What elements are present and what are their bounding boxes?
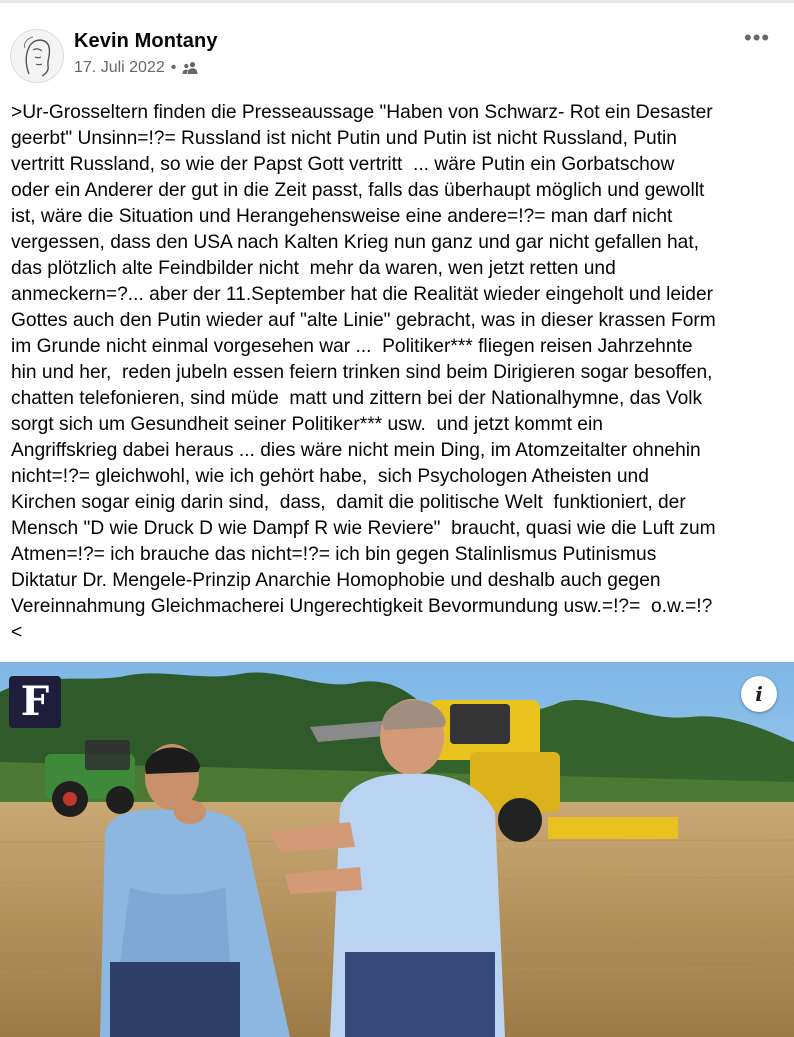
- post-text-line: vertritt Russland, so wie der Papst Gott vertritt ... wäre Putin ein Gorbatschow: [11, 154, 675, 175]
- author-name[interactable]: Kevin Montany: [74, 30, 218, 52]
- post-text-line: chatten telefonieren, sind müde matt und zittern bei der Nationalhymne, das Volk: [11, 388, 703, 409]
- post-text-line: das plötzlich alte Feindbilder nicht mehr da waren, wen jetzt retten und: [11, 258, 616, 279]
- meta-separator: •: [170, 59, 177, 76]
- post-text-line: anmeckern=?... aber der 11.September hat die Realität wieder eingeholt und leider: [11, 284, 714, 305]
- post-text-line: Kirchen sogar einig darin sind, dass, damit die politische Welt funktioniert, der: [11, 492, 686, 513]
- publisher-logo[interactable]: F: [9, 676, 61, 728]
- post-text: [11, 100, 794, 646]
- field-scene-image: [0, 662, 794, 1037]
- friends-icon[interactable]: [182, 61, 198, 75]
- avatar-sketch-icon: [11, 30, 63, 82]
- post-text-line: Mensch "D wie Druck D wie Dampf R wie Reviere" braucht, quasi wie die Luft zum: [11, 518, 716, 539]
- post-text-line: im Grunde nicht einmal vorgesehen war ... Politiker*** fliegen reisen Jahrzehnte: [11, 336, 693, 357]
- post-photo[interactable]: [0, 662, 794, 1037]
- avatar[interactable]: [10, 29, 64, 83]
- post-text-line: vergessen, dass den USA nach Kalten Krieg nun ganz und gar nicht gefallen hat,: [11, 232, 700, 253]
- post-text-line: <: [11, 622, 23, 643]
- post-text-line: Diktatur Dr. Mengele-Prinzip Anarchie Homophobie und deshalb auch gegen: [11, 570, 661, 591]
- post-text-line: Vereinnahmung Gleichmacherei Ungerechtigkeit Bevormundung usw.=!?= o.w.=!?: [11, 596, 713, 617]
- more-options-button[interactable]: •••: [744, 25, 771, 50]
- post-meta: [74, 59, 198, 77]
- post-text-line: hin und her, reden jubeln essen feiern trinken sind beim Dirigieren sogar besoffen,: [11, 362, 713, 383]
- post-text-line: nicht=!?= gleichwohl, wie ich gehört habe, sich Psychologen Atheisten und: [11, 466, 649, 487]
- post-text-line: >Ur-Grosseltern finden die Presseaussage "Haben von Schwarz- Rot ein Desaster: [11, 102, 713, 123]
- post-date[interactable]: 17. Juli 2022: [74, 59, 165, 76]
- post-text-line: Angriffskrieg dabei heraus ... dies wäre nicht mein Ding, im Atomzeitalter ohnehin: [11, 440, 701, 461]
- top-divider: [0, 0, 794, 3]
- post-text-line: Atmen=!?= ich brauche das nicht=!?= ich bin gegen Stalinlismus Putinismus: [11, 544, 657, 565]
- post-text-line: sorgt sich um Gesundheit seiner Politiker*** usw. und jetzt kommt ein: [11, 414, 603, 435]
- post-text-line: oder ein Anderer der gut in die Zeit passt, falls das überhaupt möglich und gewollt: [11, 180, 705, 201]
- post-text-line: Gottes auch den Putin wieder auf "alte Linie" gebracht, was in dieser krassen Form: [11, 310, 716, 331]
- post-text-line: ist, wäre die Situation und Herangehensweise eine andere=!?= man darf nicht: [11, 206, 673, 227]
- info-button[interactable]: i: [741, 676, 777, 712]
- post-text-line: geerbt" Unsinn=!?= Russland ist nicht Putin und Putin ist nicht Russland, Putin: [11, 128, 677, 149]
